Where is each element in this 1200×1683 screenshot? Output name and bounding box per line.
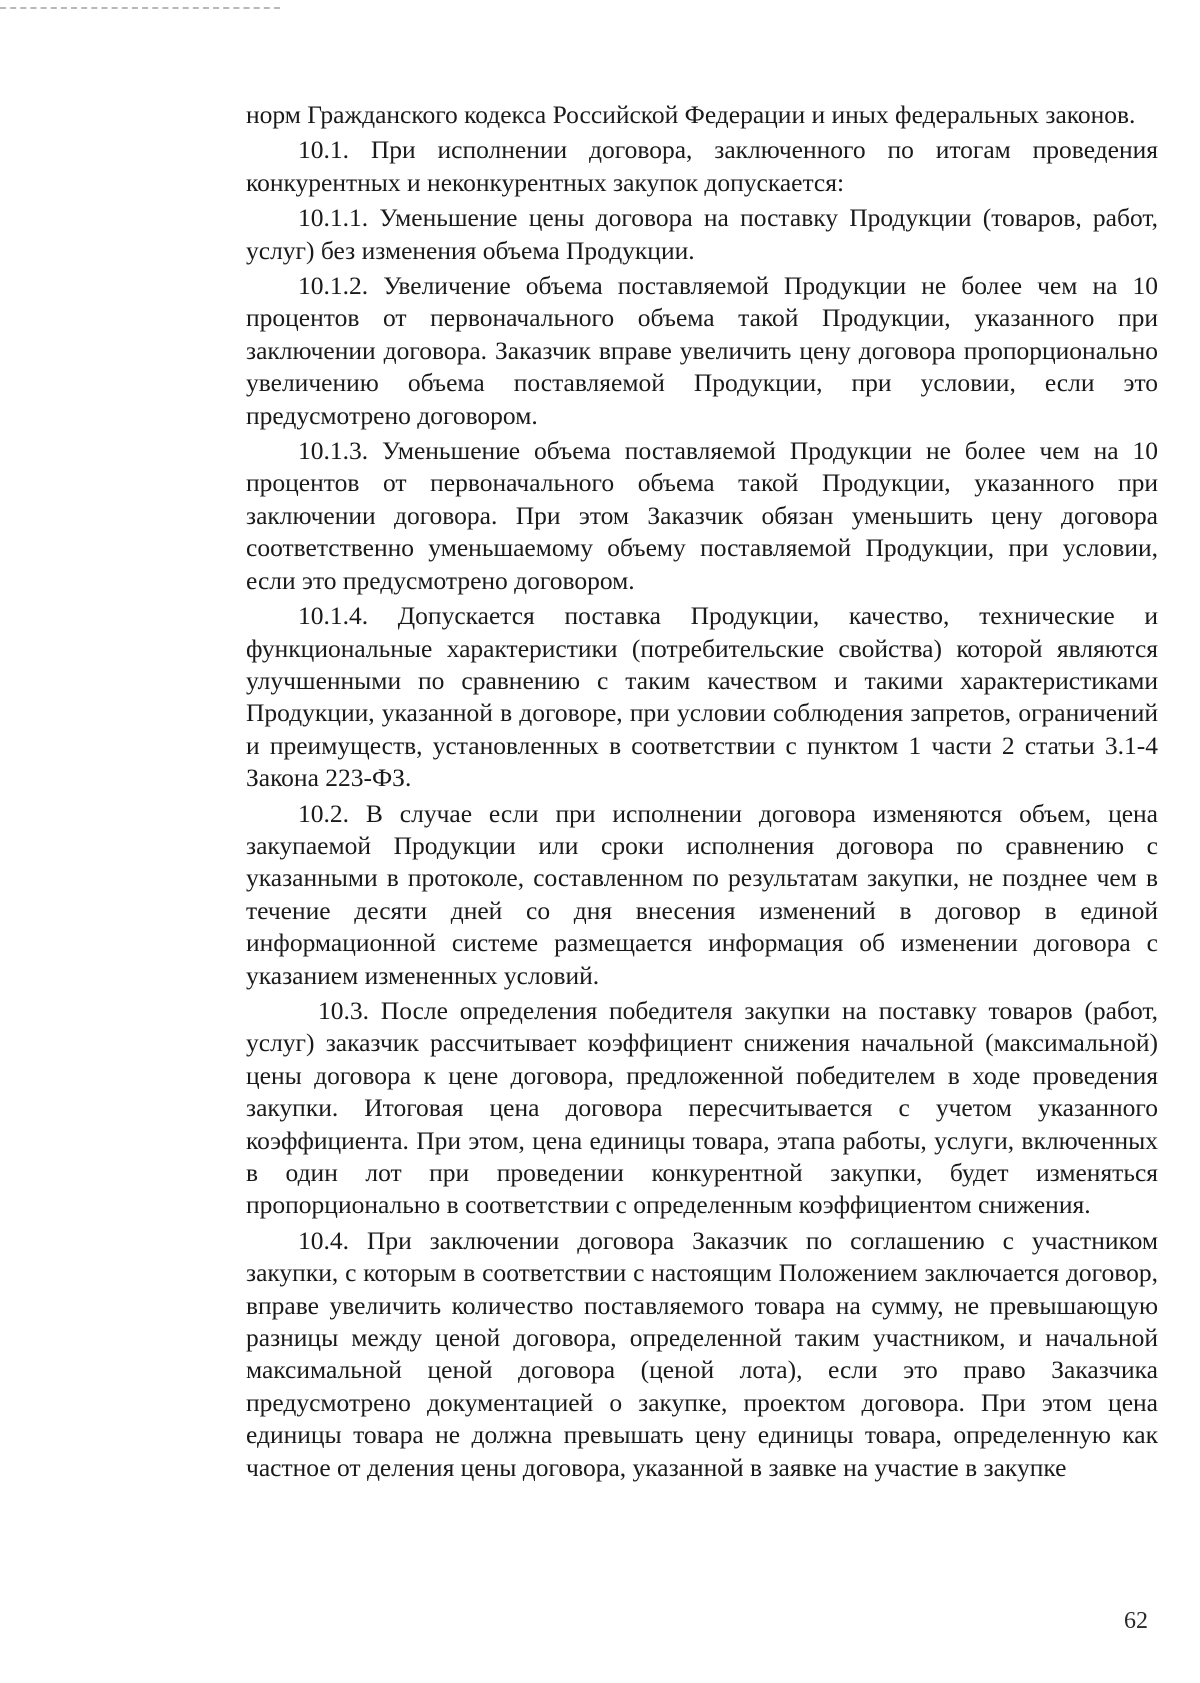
paragraph-10-3: 10.3. После определения победителя закупки на поставку товаров (работ, услуг) заказчик рассчитывает коэффициент снижения начальной (максимальной) цены договора к цене договора, предложенной победителем в ходе проведения закупки. Итоговая цена договора пересчитывается с учетом указанного коэффициента. При этом, цена единицы товара, этапа работы, услуги, включенных в один лот при проведении конкурентной закупки, будет изменяться пропорционально в соответствии с определенным коэффициентом снижения. [246, 995, 1158, 1220]
paragraph-10-2: 10.2. В случае если при исполнении договора изменяются объем, цена закупаемой Продукции или сроки исполнения договора по сравнению с указанными в протоколе, составленном по результатам закупки, не позднее чем в течение десяти дней со дня внесения изменений в договор в единой информационной системе размещается информация об изменении договора с указанием измененных условий. [246, 798, 1158, 990]
paragraph-10-1-2: 10.1.2. Увеличение объема поставляемой Продукции не более чем на 10 процентов от первоначального объема такой Продукции, указанного при заключении договора. Заказчик вправе увеличить цену договора пропорционально увеличению объема поставляемой Продукции, при условии, если это предусмотрено договором. [246, 271, 1158, 430]
scan-edge-mark [0, 7, 280, 9]
paragraph-10-4: 10.4. При заключении договора Заказчик по соглашению с участником закупки, с которым в соответствии с настоящим Положением заключается договор, вправе увеличить количество поставляемого товара на сумму, не превышающую разницы между ценой договора, определенной таким участником, и начальной максимальной ценой договора (ценой лота), если это право Заказчика предусмотрено документацией о закупке, проектом договора. При этом цена единицы товара не должна превышать цену единицы товара, определенную как частное от деления цены договора, указанной в заявке на участие в закупке [246, 1225, 1158, 1482]
paragraph-10-1-1: 10.1.1. Уменьшение цены договора на поставку Продукции (товаров, работ, услуг) без изменения объема Продукции. [246, 203, 1158, 265]
page-number: 62 [1124, 1608, 1148, 1634]
paragraph-10-1-4: 10.1.4. Допускается поставка Продукции, качество, технические и функциональные характеристики (потребительские свойства) которой являются улучшенными по сравнению с таким качеством и такими характеристиками Продукции, указанной в договоре, при условии соблюдения запретов, ограничений и преимуществ, установленных в соответствии с пунктом 1 части 2 статьи 3.1-4 Закона 223-ФЗ. [246, 601, 1158, 793]
paragraph-10-1: 10.1. При исполнении договора, заключенного по итогам проведения конкурентных и неконкурентных закупок допускается: [246, 135, 1158, 197]
document-body [246, 99, 1158, 1487]
paragraph-continuation: норм Гражданского кодекса Российской Федерации и иных федеральных законов. [246, 100, 1136, 129]
paragraph-10-1-3: 10.1.3. Уменьшение объема поставляемой Продукции не более чем на 10 процентов от первоначального объема такой Продукции, указанного при заключении договора. При этом Заказчик обязан уменьшить цену договора соответственно уменьшаемому объему поставляемой Продукции, при условии, если это предусмотрено договором. [246, 436, 1158, 595]
